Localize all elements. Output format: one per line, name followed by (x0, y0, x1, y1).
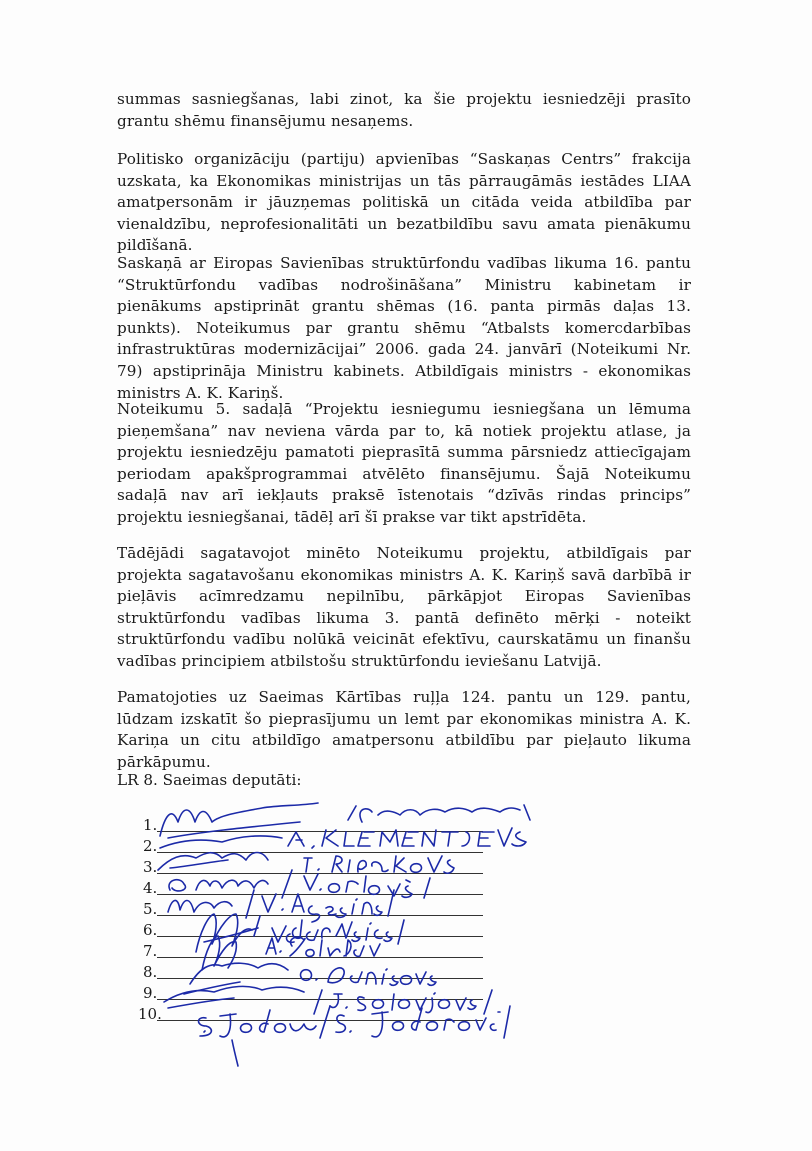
signature-number: 10. (138, 1005, 162, 1023)
signature-line (143, 856, 483, 876)
signature-rule (157, 936, 483, 937)
signature-line (138, 1003, 483, 1023)
signature-line (143, 877, 483, 897)
signature-number: 6. (143, 921, 158, 939)
signature-line (143, 961, 483, 981)
signature-line (143, 898, 483, 918)
paragraph-5: Tādējādi sagatavojot minēto Noteikumu projektu, atbildīgais par projekta sagatavošanu ekonomikas ministrs A. K. Kariņš savā darbībā ir pieļāvis acīmredzamu nepilnību, pārkāpjot Eiropas Savienības struktūrfondu vadības likuma 3. pantā definēto mērķi - noteikt struktūrfondu vadību nolūkā veicināt efektīvu, caurskatāmu un finanšu vadības principiem atbilstošu struktūrfondu ieviešanu Latvijā. (117, 544, 691, 670)
signature-rule (157, 1020, 483, 1021)
signature-number: 4. (143, 879, 158, 897)
paragraph-2: Politisko organizāciju (partiju) apvienības “Saskaņas Centrs” frakcija uzskata, ka Ekonomikas ministrijas un tās pārraugāmās iestādes LIAA amatpersonām ir jāuzņemas politiskā un citāda veida atbildība par vienaldzību, neprofesionalitāti un bezatbildību savu amata pienākumu pildīšanā. (117, 150, 691, 255)
signature-number: 5. (143, 900, 158, 918)
paragraph-6: Pamatojoties uz Saeimas Kārtības ruļļa 124. pantu un 129. pantu, lūdzam izskatīt šo pieprasījumu un lemt par ekonomikas ministra A. K. Kariņa un citu atbildīgo amatpersonu atbildību par pieļauto likuma pārkāpumu. (117, 688, 691, 771)
signature-rule (157, 831, 483, 832)
signature-rule (157, 852, 483, 853)
signature-number: 9. (143, 984, 158, 1002)
paragraph-3: Saskaņā ar Eiropas Savienības struktūrfondu vadības likuma 16. pantu “Struktūrfondu vadības nodrošināšana” Ministru kabinetam ir pienākums apstiprināt grantu shēmas (16. panta pirmās daļas 13. punkts). Noteikumus par grantu shēmu “Atbalsts komercdarbības infrastruktūras modernizācijai” 2006. gada 24. janvārī (Noteikumi Nr. 79) apstiprināja Ministru kabinets. Atbildīgais ministrs - ekonomikas ministrs A. K. Kariņš. (117, 254, 691, 402)
paragraph-4: Noteikumu 5. sadaļā “Projektu iesniegumu iesniegšana un lēmuma pieņemšana” nav neviena vārda par to, kā notiek projektu atlase, ja projektu iesniedzēju pamatoti pieprasītā summa pārsniedz attiecīgajam periodam apakšprogrammai atvēlēto finansējumu. Šajā Noteikumu sadaļā nav arī iekļauts praksē īstenotais “dzīvās rindas princips” projektu iesniegšanai, tādēļ arī šī prakse var tikt apstrīdēta. (117, 400, 691, 526)
signature-line (143, 982, 483, 1002)
signature-number: 2. (143, 837, 158, 855)
signature-rule (157, 999, 483, 1000)
signature-rule (157, 873, 483, 874)
signatories-heading: LR 8. Saeimas deputāti: (117, 771, 302, 789)
signature-rule (157, 978, 483, 979)
signature-number: 8. (143, 963, 158, 981)
signature-line (143, 940, 483, 960)
signature-line (143, 814, 483, 834)
signature-line (143, 835, 483, 855)
signature-number: 1. (143, 816, 158, 834)
signature-rule (157, 915, 483, 916)
paragraph-1: summas sasniegšanas, labi zinot, ka šie projektu iesniedzēji prasīto grantu shēmu finansējumu nesaņems. (117, 90, 691, 130)
signature-rule (157, 894, 483, 895)
signature-rule (157, 957, 483, 958)
signature-number: 3. (143, 858, 158, 876)
signature-line (143, 919, 483, 939)
signature-number: 7. (143, 942, 158, 960)
